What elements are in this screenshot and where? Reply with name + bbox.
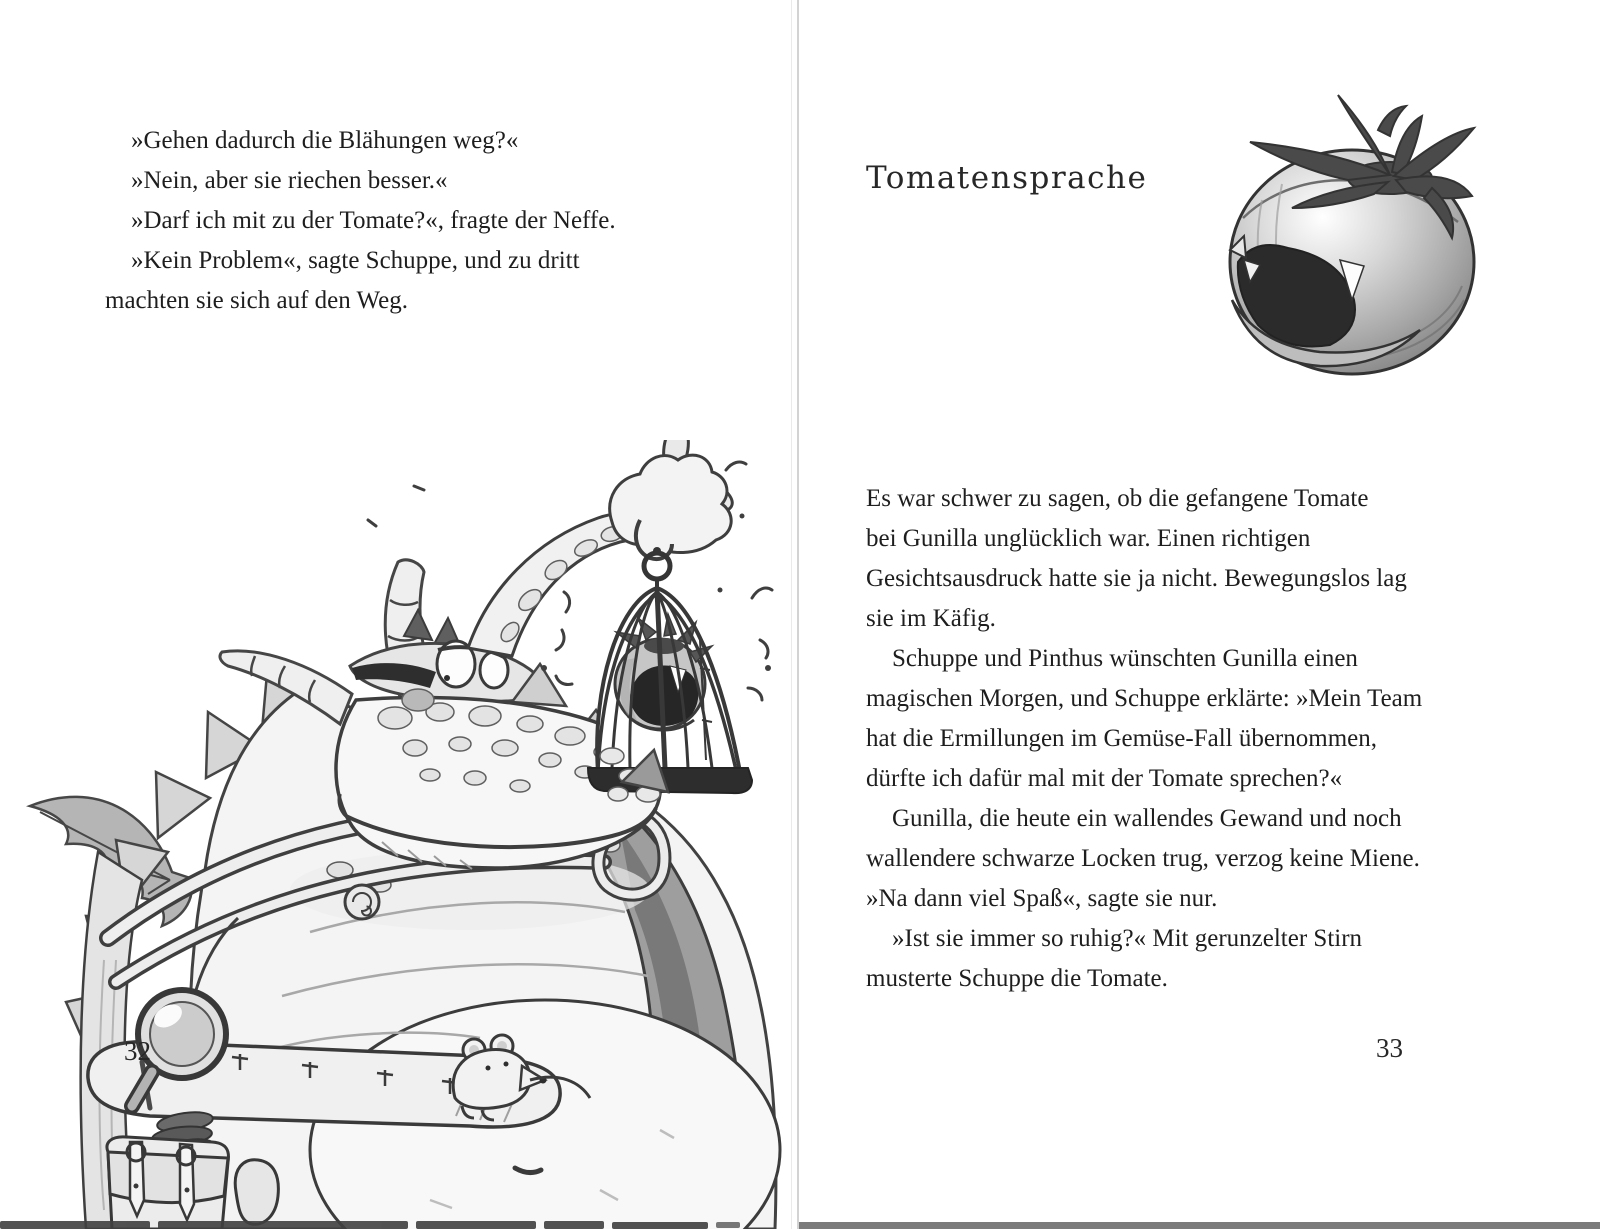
tomato-with-open-mouth-illustration [1205,80,1490,385]
left-page-text [105,121,765,321]
text-line: »Nein, aber sie riechen besser.« [131,167,448,194]
text-line: Gunilla, die heute ein wallendes Gewand und noch [892,805,1402,832]
right-page-number: 33 [1376,1033,1403,1063]
text-line: bei Gunilla unglücklich war. Einen richtigen [866,525,1311,552]
text-line: Gesichtsausdruck hatte sie ja nicht. Bewegungslos lag [866,565,1407,592]
text-line: »Na dann viel Spaß«, sagte sie nur. [866,885,1218,912]
text-line: hat die Ermillungen im Gemüse-Fall übernommen, [866,725,1377,752]
text-line: »Kein Problem«, sagte Schuppe, und zu dritt [131,247,580,274]
text-line: machten sie sich auf den Weg. [105,287,408,314]
left-page-number: 32 [124,1036,151,1066]
gutter-line [791,0,792,1229]
text-line: sie im Käfig. [866,605,996,632]
text-line: »Gehen dadurch die Blähungen weg?« [131,127,519,154]
dragon-claw [610,440,737,559]
gutter-line [797,0,799,1229]
text-line: musterte Schuppe die Tomate. [866,965,1168,992]
text-line: Es war schwer zu sagen, ob die gefangene Tomate [866,485,1369,512]
scan-edge-band [799,1222,1600,1229]
right-page-text [866,479,1486,999]
dragon-holding-birdcage-illustration [0,440,791,1229]
chapter-title: Tomatensprache [866,160,1148,196]
text-line: dürfte ich dafür mal mit der Tomate sprechen?« [866,765,1343,792]
left-page [0,0,791,1229]
text-line: Schuppe und Pinthus wünschten Gunilla einen [892,645,1358,672]
text-line: »Ist sie immer so ruhig?« Mit gerunzelter Stirn [892,925,1363,952]
text-line: »Darf ich mit zu der Tomate?«, fragte der Neffe. [131,207,616,234]
text-line: magischen Morgen, und Schuppe erklärte: »Mein Team [866,685,1423,712]
text-line: wallendere schwarze Locken trug, verzog keine Miene. [866,845,1420,872]
